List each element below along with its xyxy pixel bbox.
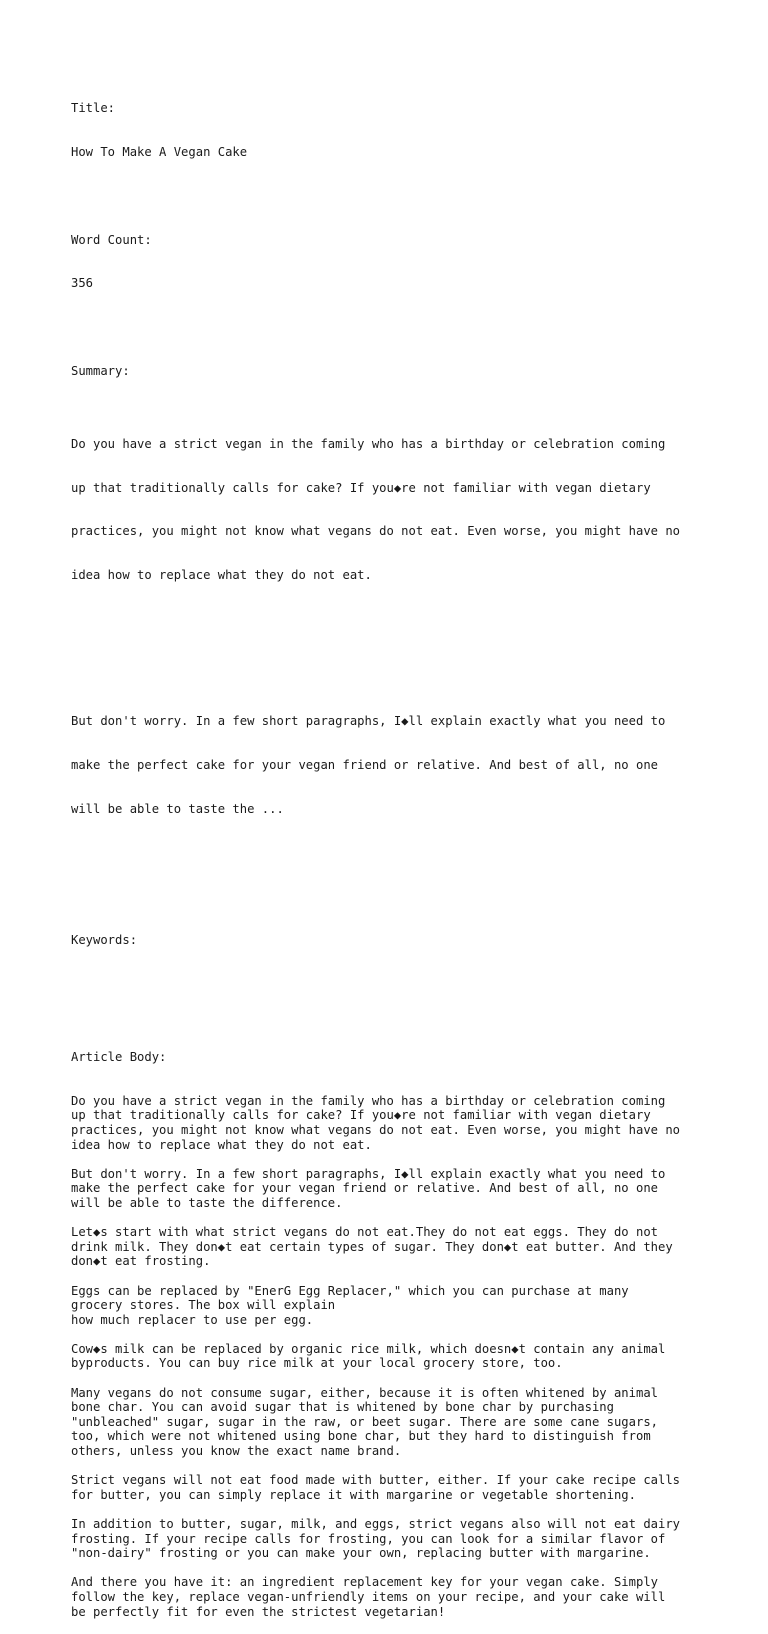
spacer (71, 1561, 711, 1576)
article-line: frosting. If your recipe calls for frosting, you can look for a similar flavor of (71, 1531, 666, 1546)
article-paragraph (71, 1386, 711, 1459)
article-line: grocery stores. The box will explain (71, 1298, 336, 1313)
article-line: bone char. You can avoid sugar that is whitened by bone char by purchasing (71, 1400, 614, 1415)
article-paragraph (71, 1225, 711, 1269)
article-line: will be able to taste the difference. (71, 1195, 343, 1210)
article-paragraph (71, 1342, 711, 1371)
spacer (71, 875, 711, 904)
article-line: practices, you might not know what vegans do not eat. Even worse, you might have no (71, 1122, 681, 1137)
spacer (71, 641, 711, 656)
article-line: make the perfect cake for your vegan friend or relative. And best of all, no one (71, 1181, 658, 1196)
spacer (71, 1371, 711, 1386)
spacer (71, 977, 711, 1021)
article-line: But don't worry. In a few short paragraphs, I◆ll explain exactly what you need to (71, 1166, 666, 1181)
article-line: byproducts. You can buy rice milk at your local grocery store, too. (71, 1356, 563, 1371)
summary-paragraph-2 (71, 685, 711, 846)
article-line: In addition to butter, sugar, milk, and eggs, strict vegans also will not eat dairy (71, 1517, 681, 1531)
summary-label: Summary: (71, 363, 130, 378)
document-page (71, 72, 711, 1634)
spacer (71, 1269, 711, 1284)
summary-line: practices, you might not know what vegans do not eat. Even worse, you might have no (71, 524, 681, 539)
article-line: Strict vegans will not eat food made with butter, either. If your cake recipe calls (71, 1473, 681, 1488)
title-value: How To Make A Vegan Cake (71, 144, 248, 159)
summary-line: Do you have a strict vegan in the family who has a birthday or celebration coming (71, 436, 666, 451)
spacer (71, 320, 711, 335)
summary-line: idea how to replace what they do not eat. (71, 568, 372, 583)
article-paragraph (71, 1284, 711, 1328)
spacer (71, 1502, 711, 1517)
spacer (71, 1459, 711, 1474)
article-line: Many vegans do not consume sugar, either, because it is often whitened by animal (71, 1385, 658, 1400)
article-line: Let◆s start with what strict vegans do not eat.They do not eat eggs. They do not (71, 1225, 658, 1240)
article-paragraph (71, 1473, 711, 1502)
article-line: Eggs can be replaced by "EnerG Egg Replacer," which you can purchase at many (71, 1283, 629, 1298)
summary-line: will be able to taste the ... (71, 801, 284, 816)
article-line: for butter, you can simply replace it with margarine or vegetable shortening. (71, 1487, 636, 1502)
article-line: be perfectly fit for even the strictest vegetarian! (71, 1604, 446, 1619)
article-line: drink milk. They don◆t eat certain types of sugar. They don◆t eat butter. And they (71, 1239, 673, 1254)
article-line: Cow◆s milk can be replaced by organic rice milk, which doesn◆t contain any animal (71, 1341, 666, 1356)
article-line: idea how to replace what they do not eat. (71, 1137, 372, 1152)
title-label: Title: (71, 101, 116, 116)
article-paragraph (71, 1575, 711, 1619)
summary-paragraph-1 (71, 408, 711, 612)
article-line: don◆t eat frosting. (71, 1254, 211, 1269)
article-line: "non-dairy" frosting or you can make your own, replacing butter with margarine. (71, 1546, 651, 1561)
spacer (71, 189, 711, 204)
summary-line: up that traditionally calls for cake? If you◆re not familiar with vegan dietary (71, 480, 651, 495)
article-line: others, unless you know the exact name brand. (71, 1444, 402, 1459)
article-line: And there you have it: an ingredient replacement key for your vegan cake. Simply (71, 1575, 658, 1590)
keywords-label: Keywords: (71, 933, 138, 948)
article-paragraph (71, 1517, 711, 1561)
summary-line: make the perfect cake for your vegan friend or relative. And best of all, no one (71, 757, 658, 772)
article-line: "unbleached" sugar, sugar in the raw, or beet sugar. There are some cane sugars, (71, 1414, 658, 1429)
article-line: too, which were not whitened using bone char, but they hard to distinguish from (71, 1429, 651, 1444)
spacer (71, 1211, 711, 1226)
summary-line: But don't worry. In a few short paragraphs, I◆ll explain exactly what you need to (71, 714, 666, 729)
spacer (71, 1327, 711, 1342)
article-line: Do you have a strict vegan in the family who has a birthday or celebration coming (71, 1093, 666, 1108)
article-line: up that traditionally calls for cake? If you◆re not familiar with vegan dietary (71, 1108, 651, 1123)
article-paragraph (71, 1167, 711, 1211)
article-body-label: Article Body: (71, 1050, 167, 1064)
wordcount-value: 356 (71, 276, 94, 291)
spacer (71, 1152, 711, 1167)
article-line: how much replacer to use per egg. (71, 1312, 314, 1327)
article-paragraph (71, 1094, 711, 1152)
wordcount-label: Word Count: (71, 232, 152, 247)
article-line: follow the key, replace vegan-unfriendly items on your recipe, and your cake will (71, 1589, 666, 1604)
article-body (71, 1094, 711, 1619)
